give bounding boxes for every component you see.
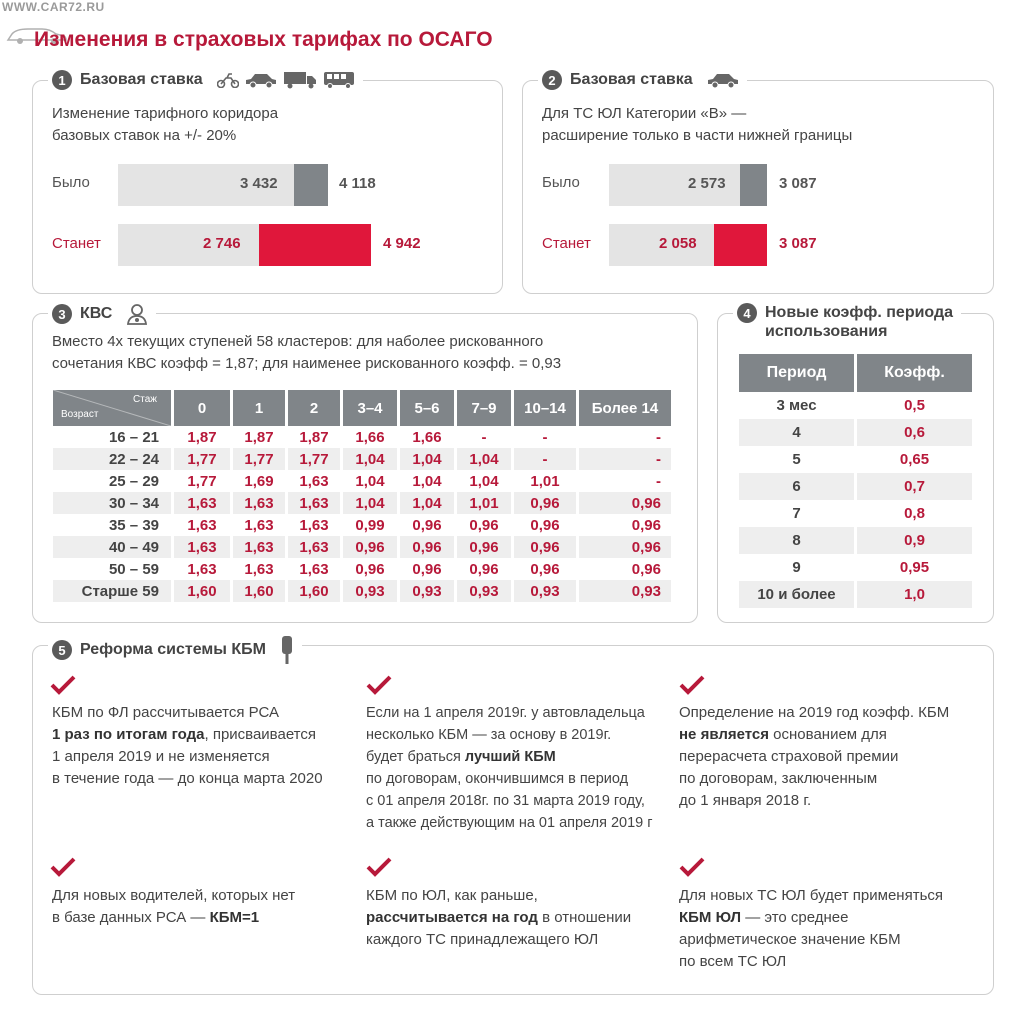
text-line: до 1 января 2018 г. bbox=[679, 792, 812, 809]
section-title: КВС bbox=[80, 305, 113, 322]
coef-cell: 0,9 bbox=[857, 527, 972, 554]
coef-cell: - bbox=[514, 448, 576, 470]
coef-cell: 0,96 bbox=[400, 536, 454, 558]
text-line bbox=[366, 746, 653, 768]
table-row bbox=[53, 536, 671, 558]
coef-cell: 0,96 bbox=[469, 560, 499, 578]
coef-cell: - bbox=[579, 448, 671, 470]
watermark: WWW.CAR72.RU bbox=[2, 0, 105, 14]
coef-cell: 0,95 bbox=[899, 559, 930, 576]
title-line: Новые коэфф. периода bbox=[765, 304, 954, 321]
coef-cell: 1,63 bbox=[299, 516, 329, 534]
col-header: Период bbox=[739, 354, 854, 392]
was-min-value: 3 432 bbox=[240, 175, 278, 192]
car-icon bbox=[245, 72, 277, 88]
coef-cell: 1,60 bbox=[288, 580, 340, 602]
was-label: Было bbox=[52, 174, 90, 191]
period-cell: 8 bbox=[739, 527, 854, 554]
text-line: 1 апреля 2019 и не изменяется bbox=[52, 748, 270, 765]
coef-cell: 1,63 bbox=[244, 560, 274, 578]
col-header: 2 bbox=[288, 390, 340, 426]
table-row bbox=[53, 448, 671, 470]
coef-cell: 0,93 bbox=[579, 580, 671, 602]
coef-cell: 1,60 bbox=[174, 580, 230, 602]
coef-cell: 1,63 bbox=[244, 516, 274, 534]
coef-cell: 1,63 bbox=[174, 536, 230, 558]
coef-cell: 0,5 bbox=[904, 397, 925, 414]
coef-cell: 1,66 bbox=[412, 428, 442, 446]
table-row bbox=[53, 426, 671, 448]
table-row bbox=[739, 500, 972, 527]
age-label: Возраст bbox=[61, 409, 99, 420]
table-header-row bbox=[53, 390, 671, 426]
text-line: несколько КБМ — за основу в 2019г. bbox=[366, 727, 612, 743]
desc-line: базовых ставок на +/- 20% bbox=[52, 127, 237, 144]
age-cell: 40 – 49 bbox=[53, 536, 171, 558]
coef-cell: 1,69 bbox=[244, 472, 274, 490]
age-cell: 50 – 59 bbox=[108, 560, 159, 578]
col-header: 3–4 bbox=[343, 390, 397, 426]
text: будет браться bbox=[366, 749, 465, 765]
text-line: арифметическое значение КБМ bbox=[679, 931, 901, 948]
coef-cell: 0,99 bbox=[355, 516, 385, 534]
text-line: Если на 1 апреля 2019г. у автовладельца bbox=[366, 705, 645, 721]
coef-cell: 0,96 bbox=[514, 536, 576, 558]
title-line: использования bbox=[765, 323, 888, 340]
col-header: 5–6 bbox=[400, 390, 454, 426]
text-line bbox=[679, 907, 943, 929]
section-number: 2 bbox=[542, 70, 562, 90]
coef-cell: 1,77 bbox=[187, 472, 217, 490]
coef-cell: 1,63 bbox=[174, 492, 230, 514]
period-table bbox=[736, 354, 975, 608]
coef-cell: 1,04 bbox=[469, 472, 499, 490]
table-row bbox=[739, 473, 972, 500]
section-3-description bbox=[52, 331, 561, 375]
coef-cell: 1,04 bbox=[343, 448, 397, 470]
will-bar-range bbox=[259, 224, 371, 266]
motorcycle-icon bbox=[217, 72, 239, 88]
coef-cell: 1,87 bbox=[244, 428, 274, 446]
will-min-value: 2 746 bbox=[203, 235, 241, 252]
coef-cell: 1,63 bbox=[187, 560, 217, 578]
page-title: Изменения в страховых тарифах по ОСАГО bbox=[34, 28, 493, 51]
section-number: 3 bbox=[52, 304, 72, 324]
coef-cell: 1,63 bbox=[233, 492, 285, 514]
coef-cell: 0,93 bbox=[400, 580, 454, 602]
coef-cell: 1,63 bbox=[299, 560, 329, 578]
coef-cell: 1,63 bbox=[288, 536, 340, 558]
check-icon bbox=[50, 675, 76, 695]
text-line bbox=[52, 724, 323, 746]
kbm-block-5 bbox=[366, 885, 631, 951]
bold-text: не является bbox=[679, 726, 770, 743]
text-line bbox=[366, 907, 631, 929]
coef-cell: 1,04 bbox=[400, 448, 454, 470]
section-title: Реформа системы КБМ bbox=[80, 641, 266, 658]
section-title: Базовая ставка bbox=[570, 71, 693, 88]
section-4-header bbox=[733, 303, 961, 341]
coef-cell: 1,0 bbox=[857, 581, 972, 608]
age-cell: 35 – 39 bbox=[108, 516, 159, 534]
coef-cell: 1,63 bbox=[299, 472, 329, 490]
coef-cell: 1,63 bbox=[288, 492, 340, 514]
table-row bbox=[739, 527, 972, 554]
desc-line: сочетания КВС коэфф = 1,87; для наименее рискованного коэфф. = 0,93 bbox=[52, 355, 562, 372]
coef-cell: 0,96 bbox=[469, 516, 499, 534]
coef-cell: 1,60 bbox=[233, 580, 285, 602]
text-line: в течение года — до конца марта 2020 bbox=[52, 770, 323, 787]
coef-cell: 0,93 bbox=[343, 580, 397, 602]
period-cell: 5 bbox=[792, 451, 801, 468]
coef-cell: 0,96 bbox=[631, 560, 661, 578]
text-line: Для новых водителей, которых нет bbox=[52, 887, 296, 904]
kbm-block-4 bbox=[52, 885, 295, 929]
check-icon bbox=[366, 675, 392, 695]
was-label: Было bbox=[542, 174, 580, 191]
coef-cell: 0,6 bbox=[857, 419, 972, 446]
desc-line: расширение только в части нижней границы bbox=[542, 127, 853, 144]
text-line bbox=[679, 724, 949, 746]
section-1-description bbox=[52, 103, 278, 147]
coef-cell: 1,77 bbox=[233, 448, 285, 470]
table-row bbox=[53, 514, 671, 536]
period-cell: 6 bbox=[739, 473, 854, 500]
coef-cell: 1,63 bbox=[187, 516, 217, 534]
text: , присваивается bbox=[204, 726, 316, 743]
car-icon bbox=[707, 72, 739, 88]
check-icon bbox=[366, 857, 392, 877]
col-header: Коэфф. bbox=[857, 354, 972, 392]
coef-cell: - bbox=[481, 428, 487, 446]
table-row bbox=[739, 446, 972, 473]
coef-cell: 0,96 bbox=[579, 492, 671, 514]
bold-text: 1 раз по итогам года bbox=[52, 726, 205, 743]
period-cell: 9 bbox=[792, 559, 801, 576]
bold-text: КБМ=1 bbox=[209, 909, 260, 926]
table-row bbox=[53, 580, 671, 602]
was-bar-range bbox=[740, 164, 767, 206]
will-max-value: 3 087 bbox=[779, 235, 817, 252]
coef-cell: - bbox=[542, 428, 548, 446]
coef-cell: 0,96 bbox=[530, 516, 560, 534]
table-row bbox=[739, 419, 972, 446]
section-1-header bbox=[48, 70, 363, 90]
will-min-value: 2 058 bbox=[659, 235, 697, 252]
check-icon bbox=[679, 857, 705, 877]
experience-label: Стаж bbox=[133, 394, 157, 405]
period-cell: 10 и более bbox=[739, 581, 854, 608]
kbm-block-1 bbox=[52, 702, 323, 790]
section-title: Базовая ставка bbox=[80, 71, 203, 88]
table-row bbox=[53, 492, 671, 514]
coef-cell: 0,96 bbox=[412, 516, 442, 534]
coef-cell: 1,77 bbox=[174, 448, 230, 470]
check-icon bbox=[679, 675, 705, 695]
coef-cell: 0,96 bbox=[579, 536, 671, 558]
text: основанием для bbox=[769, 726, 887, 743]
coef-cell: 1,04 bbox=[400, 492, 454, 514]
coef-cell: 0,96 bbox=[514, 492, 576, 514]
coef-cell: 1,87 bbox=[187, 428, 217, 446]
text-line: перерасчета страховой премии bbox=[679, 748, 899, 765]
text-line: по договорам, заключенным bbox=[679, 770, 878, 787]
text-line: по всем ТС ЮЛ bbox=[679, 953, 787, 970]
coef-cell: 0,96 bbox=[457, 536, 511, 558]
coef-cell: 1,01 bbox=[457, 492, 511, 514]
text-line: каждого ТС принадлежащего ЮЛ bbox=[366, 931, 599, 948]
coef-cell: - bbox=[656, 428, 661, 446]
text-line bbox=[52, 907, 295, 929]
period-cell: 7 bbox=[792, 505, 801, 522]
bold-text: лучший КБМ bbox=[464, 749, 556, 765]
check-icon bbox=[50, 857, 76, 877]
coef-cell: 1,04 bbox=[412, 472, 442, 490]
text-line: Для новых ТС ЮЛ будет применяться bbox=[679, 887, 944, 904]
age-cell: 16 – 21 bbox=[108, 428, 159, 446]
age-cell: 25 – 29 bbox=[108, 472, 159, 490]
kbm-block-3 bbox=[679, 702, 949, 812]
coef-cell: - bbox=[656, 472, 661, 490]
col-header: 10–14 bbox=[514, 390, 576, 426]
section-number: 1 bbox=[52, 70, 72, 90]
table-header-row bbox=[739, 354, 972, 392]
text-line: по договорам, окончившимся в период bbox=[366, 771, 629, 787]
text-line: КБМ по ЮЛ, как раньше, bbox=[366, 887, 538, 904]
period-cell: 4 bbox=[739, 419, 854, 446]
text-line: а также действующим на 01 апреля 2019 г bbox=[366, 815, 653, 831]
thermometer-icon bbox=[280, 635, 294, 665]
will-max-value: 4 942 bbox=[383, 235, 421, 252]
text-line: с 01 апреля 2018г. по 31 марта 2019 году, bbox=[366, 793, 645, 809]
text-line: КБМ по ФЛ рассчитывается РСА bbox=[52, 704, 279, 721]
desc-line: Для ТС ЮЛ Категории «В» — bbox=[542, 105, 747, 122]
section-5-header bbox=[48, 635, 302, 665]
age-cell: 30 – 34 bbox=[53, 492, 171, 514]
coef-cell: 1,77 bbox=[288, 448, 340, 470]
coef-cell: 0,96 bbox=[530, 560, 560, 578]
coef-cell: 1,04 bbox=[355, 472, 385, 490]
coef-cell: 0,8 bbox=[904, 505, 925, 522]
section-3-header bbox=[48, 303, 156, 325]
table-row bbox=[739, 581, 972, 608]
col-header: Более 14 bbox=[579, 390, 671, 426]
coef-cell: 0,93 bbox=[514, 580, 576, 602]
section-2-description bbox=[542, 103, 852, 147]
table-row bbox=[739, 554, 972, 581]
table-row bbox=[53, 470, 671, 492]
col-header: 7–9 bbox=[457, 390, 511, 426]
coef-cell: 0,65 bbox=[899, 451, 930, 468]
section-number: 5 bbox=[52, 640, 72, 660]
col-header: 0 bbox=[174, 390, 230, 426]
desc-line: Вместо 4х текущих ступеней 58 кластеров: для наболее рискованного bbox=[52, 333, 544, 350]
kvs-table bbox=[50, 390, 674, 602]
will-label: Станет bbox=[542, 235, 591, 252]
table-row bbox=[739, 392, 972, 419]
section-title bbox=[765, 303, 953, 341]
age-cell: Старше 59 bbox=[53, 580, 171, 602]
person-icon bbox=[126, 303, 148, 325]
will-bar-range bbox=[714, 224, 767, 266]
coef-cell: 0,96 bbox=[412, 560, 442, 578]
coef-cell: 0,96 bbox=[631, 516, 661, 534]
period-cell: 3 мес bbox=[776, 397, 817, 414]
text-line: Определение на 2019 год коэфф. КБМ bbox=[679, 704, 950, 721]
will-label: Станет bbox=[52, 235, 101, 252]
coef-cell: 1,01 bbox=[530, 472, 560, 490]
bold-text: рассчитывается на год bbox=[366, 909, 538, 926]
bus-icon bbox=[323, 71, 355, 89]
col-header: 1 bbox=[233, 390, 285, 426]
table-corner bbox=[53, 390, 171, 426]
coef-cell: 0,7 bbox=[857, 473, 972, 500]
age-cell: 22 – 24 bbox=[53, 448, 171, 470]
coef-cell: 1,66 bbox=[355, 428, 385, 446]
bold-text: КБМ ЮЛ bbox=[679, 909, 742, 926]
coef-cell: 1,87 bbox=[299, 428, 329, 446]
was-bar-range bbox=[294, 164, 328, 206]
text: в отношении bbox=[537, 909, 632, 926]
kbm-block-6 bbox=[679, 885, 943, 973]
coef-cell: 0,96 bbox=[355, 560, 385, 578]
coef-cell: 0,96 bbox=[343, 536, 397, 558]
coef-cell: 1,04 bbox=[343, 492, 397, 514]
was-max-value: 3 087 bbox=[779, 175, 817, 192]
text: — это среднее bbox=[741, 909, 849, 926]
coef-cell: 0,93 bbox=[457, 580, 511, 602]
coef-cell: 1,63 bbox=[233, 536, 285, 558]
was-max-value: 4 118 bbox=[339, 175, 376, 192]
section-number: 4 bbox=[737, 303, 757, 323]
section-2-header bbox=[538, 70, 747, 90]
table-row bbox=[53, 558, 671, 580]
truck-icon bbox=[283, 71, 317, 89]
coef-cell: 1,04 bbox=[457, 448, 511, 470]
was-min-value: 2 573 bbox=[688, 175, 726, 192]
kbm-block-2 bbox=[366, 702, 653, 834]
text: в базе данных РСА — bbox=[52, 909, 210, 926]
desc-line: Изменение тарифного коридора bbox=[52, 105, 279, 122]
